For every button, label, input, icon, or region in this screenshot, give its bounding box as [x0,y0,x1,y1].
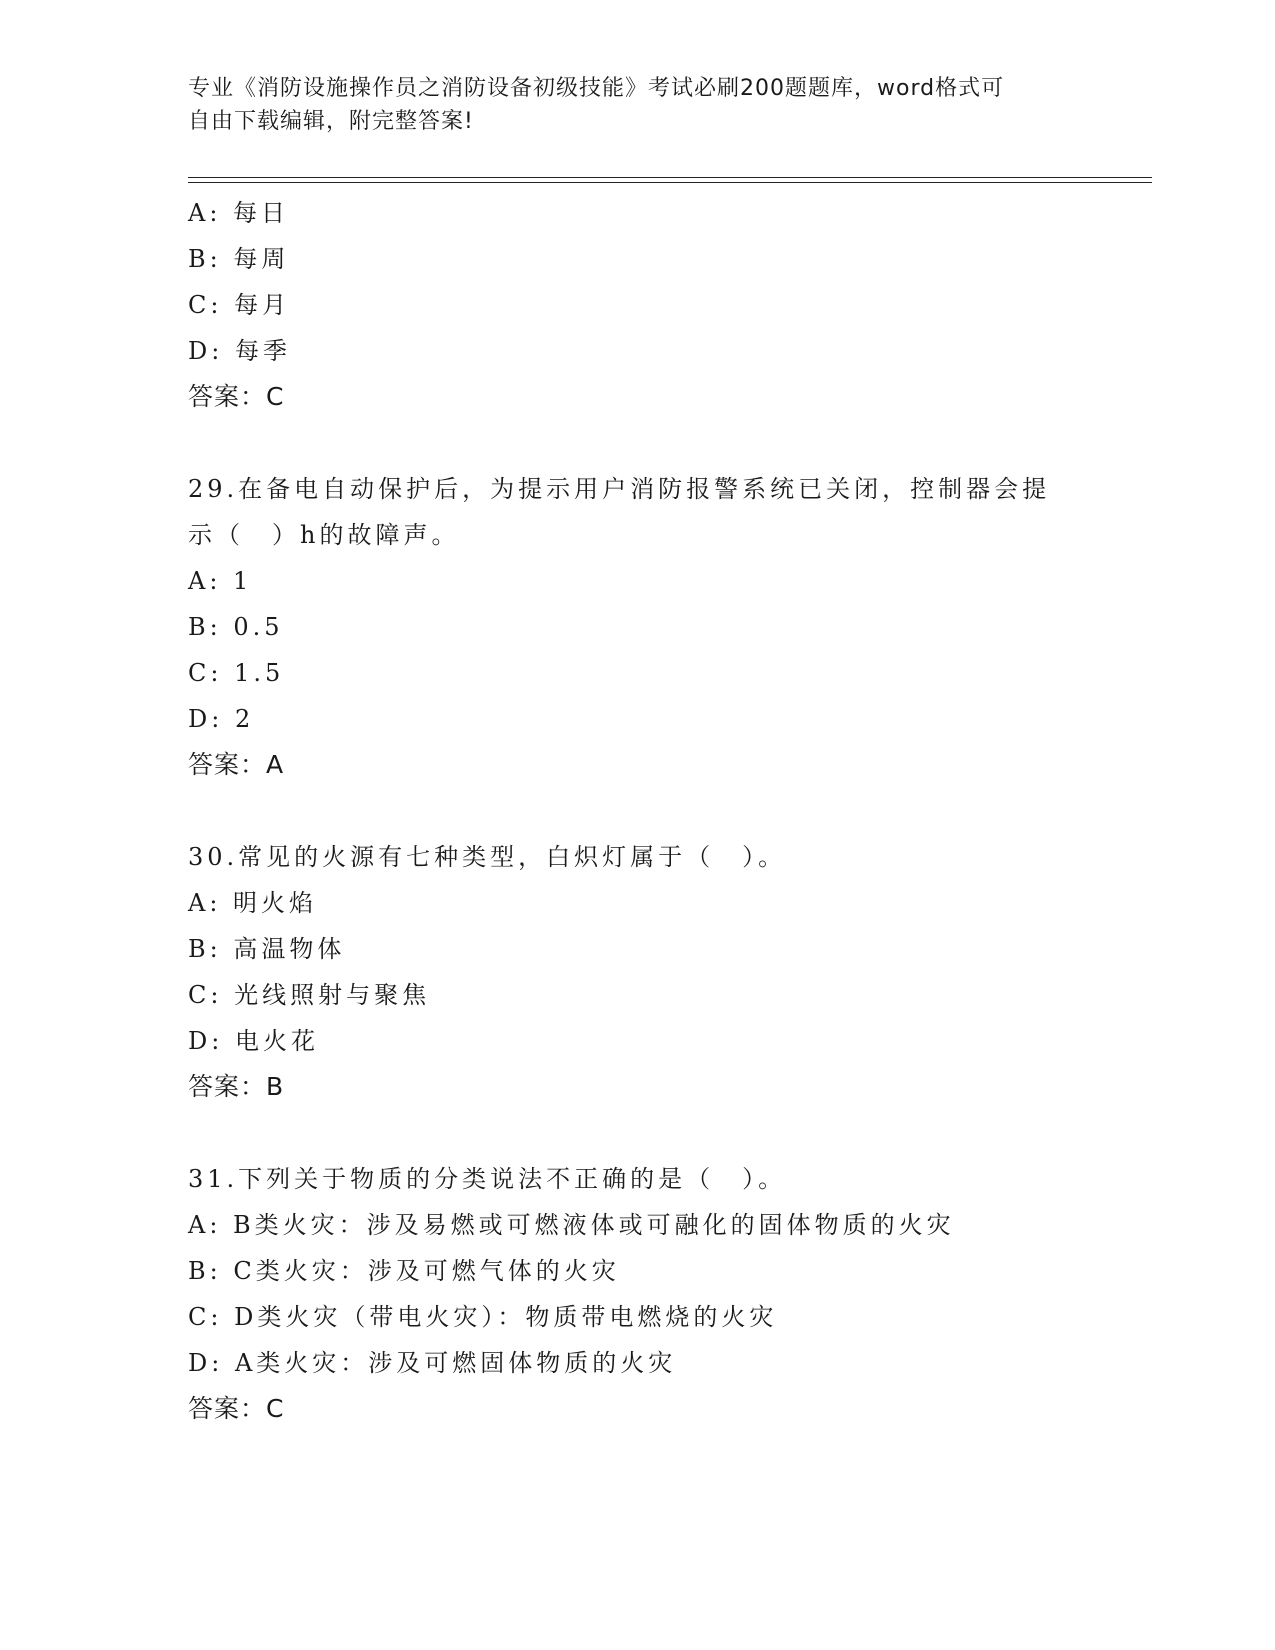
option-a: A: 1 [188,567,253,595]
question-block-31 [188,1156,1128,1432]
question-list [188,190,1128,1432]
document-header [188,72,1088,138]
header-line-1: 专业《消防设施操作员之消防设备初级技能》考试必刷200题题库，word格式可 [188,76,1005,101]
question-block-28 [188,190,1128,420]
option-a: A: 每日 [188,199,290,227]
option-c: C: 光线照射与聚焦 [188,981,431,1009]
option-c: C: 每月 [188,291,291,319]
question-block-29 [188,466,1128,788]
header-divider-bottom [188,182,1152,183]
question-text: 29.在备电自动保护后，为提示用户消防报警系统已关闭，控制器会提示（ ）h的故障声。 [188,475,1051,549]
option-d: D: 电火花 [188,1027,319,1055]
header-line-2: 自由下载编辑，附完整答案! [188,109,474,134]
option-d: D: 2 [188,705,255,733]
option-a: A: B类火灾：涉及易燃或可燃液体或可融化的固体物质的火灾 [188,1211,955,1239]
question-text: 31.下列关于物质的分类说法不正确的是（ ）。 [188,1165,787,1193]
option-a: A: 明火焰 [188,889,318,917]
option-d: D: 每季 [188,337,291,365]
option-b: B: 0.5 [188,613,284,641]
option-b: B: 每周 [188,245,290,273]
answer-line: 答案：C [188,1394,285,1423]
answer-line: 答案：A [188,750,285,779]
header-divider-top [188,177,1152,178]
option-c: C: D类火灾（带电火灾）：物质带电燃烧的火灾 [188,1303,778,1331]
option-c: C: 1.5 [188,659,285,687]
answer-line: 答案：C [188,382,285,411]
option-b: B: 高温物体 [188,935,346,963]
answer-line: 答案：B [188,1072,285,1101]
question-block-30 [188,834,1128,1110]
question-text: 30.常见的火源有七种类型，白炽灯属于（ ）。 [188,843,787,871]
option-b: B: C类火灾：涉及可燃气体的火灾 [188,1257,620,1285]
option-d: D: A类火灾：涉及可燃固体物质的火灾 [188,1349,677,1377]
